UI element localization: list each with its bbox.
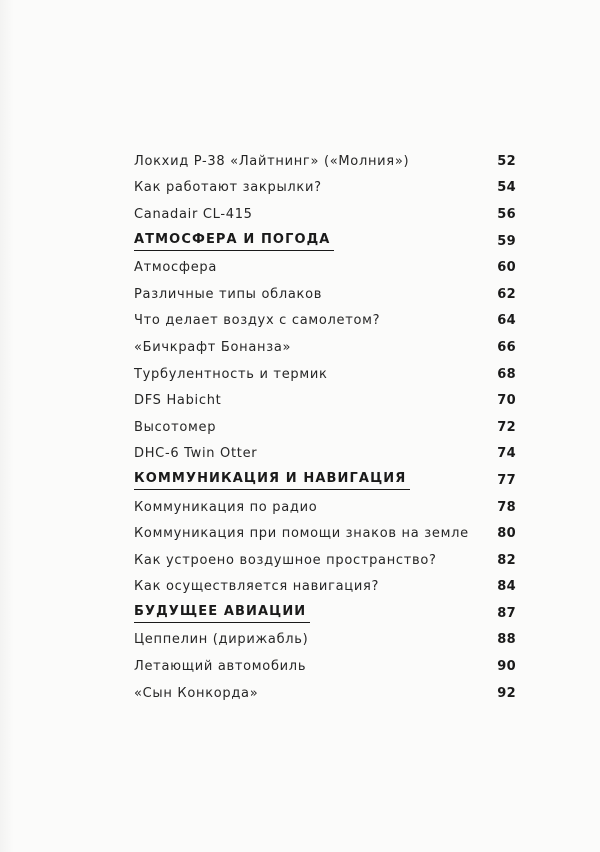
page-number: 62 <box>497 286 516 302</box>
entry-title: «Сын Конкорда» <box>134 685 259 701</box>
toc-entry <box>134 441 516 468</box>
entry-title: Летающий автомобиль <box>134 659 307 675</box>
toc-entry <box>134 148 516 175</box>
toc-section-heading <box>134 467 516 494</box>
page-number: 84 <box>497 579 516 595</box>
toc-entry <box>134 494 516 521</box>
toc-entry <box>134 334 516 361</box>
toc-section-heading <box>134 228 516 255</box>
page-number: 74 <box>497 446 516 462</box>
entry-title: Локхид P-38 «Лайтнинг» («Молния») <box>134 153 410 169</box>
entry-title: DFS Habicht <box>134 393 222 409</box>
toc-entry <box>134 387 516 414</box>
page-number: 80 <box>497 526 516 542</box>
entry-title: Цеппелин (дирижабль) <box>134 632 309 648</box>
section-title: КОММУНИКАЦИЯ И НАВИГАЦИЯ <box>134 471 410 490</box>
page-number: 64 <box>497 313 516 329</box>
toc-entry <box>134 574 516 601</box>
entry-title: Что делает воздух с самолетом? <box>134 313 381 329</box>
page-number: 78 <box>497 499 516 515</box>
page-number: 59 <box>497 233 516 249</box>
table-of-contents <box>134 148 516 706</box>
entry-title: Canadair CL-415 <box>134 206 253 222</box>
page-number: 87 <box>497 605 516 621</box>
section-title: БУДУЩЕЕ АВИАЦИИ <box>134 604 310 623</box>
page-number: 88 <box>497 632 516 648</box>
toc-entry <box>134 627 516 654</box>
toc-entry <box>134 175 516 202</box>
entry-title: Как устроено воздушное пространство? <box>134 552 437 568</box>
page-number: 82 <box>497 552 516 568</box>
page-number: 52 <box>497 153 516 169</box>
page-number: 60 <box>497 260 516 276</box>
page-number: 54 <box>497 180 516 196</box>
page-number: 56 <box>497 206 516 222</box>
toc-section-heading <box>134 600 516 627</box>
toc-entry <box>134 680 516 707</box>
toc-entry <box>134 414 516 441</box>
page-number: 90 <box>497 659 516 675</box>
page-number: 77 <box>497 472 516 488</box>
toc-entry <box>134 254 516 281</box>
entry-title: Коммуникация по радио <box>134 499 318 515</box>
toc-entry <box>134 653 516 680</box>
toc-entry <box>134 361 516 388</box>
entry-title: DHC-6 Twin Otter <box>134 446 258 462</box>
toc-entry <box>134 201 516 228</box>
page-number: 72 <box>497 419 516 435</box>
page-number: 70 <box>497 393 516 409</box>
page-number: 66 <box>497 339 516 355</box>
toc-entry <box>134 308 516 335</box>
entry-title: Различные типы облаков <box>134 286 323 302</box>
page-number: 68 <box>497 366 516 382</box>
page-number: 92 <box>497 685 516 701</box>
entry-title: Высотомер <box>134 419 217 435</box>
toc-entry <box>134 547 516 574</box>
entry-title: Как осуществляется навигация? <box>134 579 380 595</box>
entry-title: Атмосфера <box>134 260 218 276</box>
entry-title: Коммуникация при помощи знаков на земле <box>134 526 469 542</box>
entry-title: «Бичкрафт Бонанза» <box>134 339 292 355</box>
section-title: АТМОСФЕРА И ПОГОДА <box>134 232 334 251</box>
entry-title: Турбулентность и термик <box>134 366 328 382</box>
entry-title: Как работают закрылки? <box>134 180 322 196</box>
toc-entry <box>134 520 516 547</box>
toc-entry <box>134 281 516 308</box>
